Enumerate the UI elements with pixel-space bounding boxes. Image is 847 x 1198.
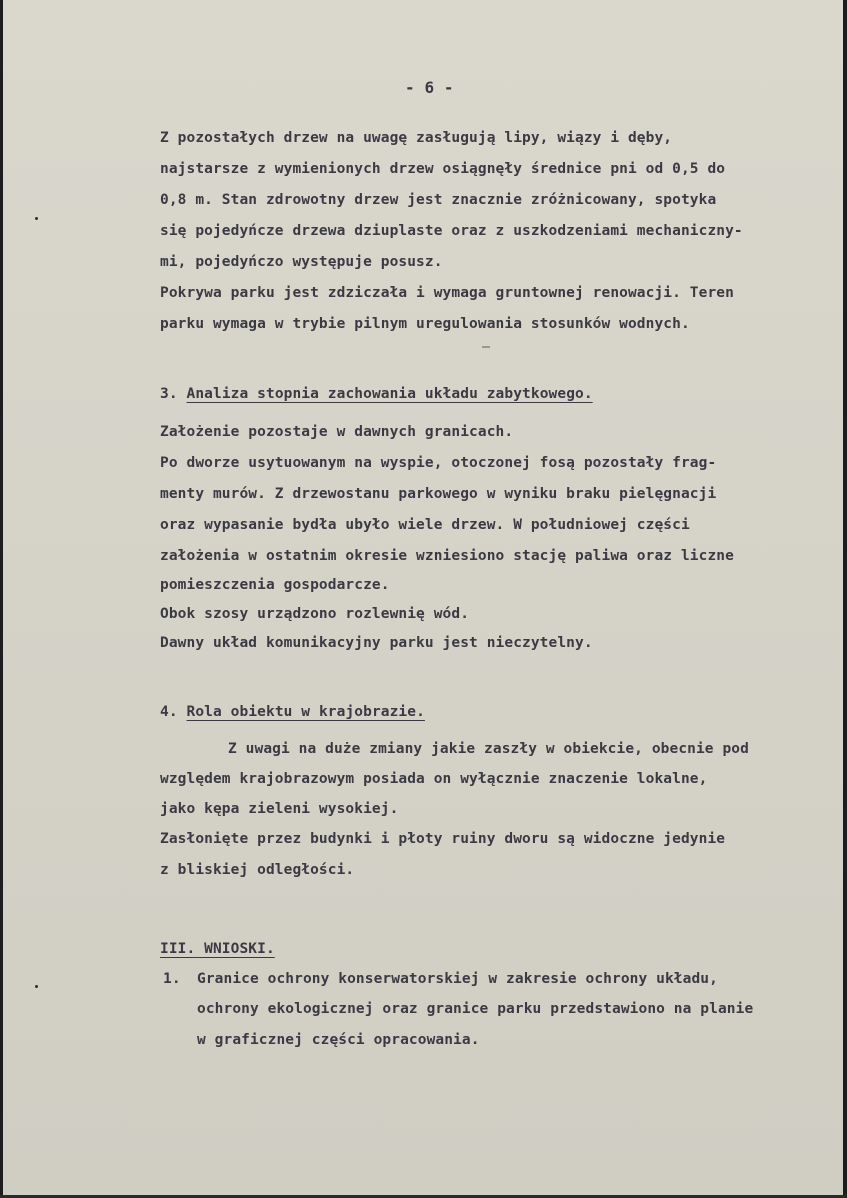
ink-blot — [482, 346, 490, 348]
text-line: pomieszczenia gospodarcze. — [160, 577, 390, 593]
text-line: z bliskiej odległości. — [160, 862, 355, 878]
text-line: Założenie pozostaje w dawnych granicach. — [160, 424, 514, 440]
text-line: Obok szosy urządzono rozlewnię wód. — [160, 606, 470, 622]
text-line: się pojedyńcze drzewa dziuplaste oraz z uszkodzeniami mechaniczny- — [160, 223, 743, 239]
page-number: - 6 - — [405, 78, 454, 97]
section-4-number: 4. — [160, 704, 178, 720]
text-line: oraz wypasanie bydła ubyło wiele drzew. W południowej części — [160, 517, 690, 533]
text-line: Dawny układ komunikacyjny parku jest nieczytelny. — [160, 635, 593, 651]
list-item-number: 1. — [163, 971, 181, 987]
text-line: 0,8 m. Stan zdrowotny drzew jest znacznie zróżnicowany, spotyka — [160, 192, 717, 208]
section-3-number: 3. — [160, 386, 178, 402]
scan-edge-right — [843, 0, 847, 1198]
text-line: założenia w ostatnim okresie wzniesiono stację paliwa oraz liczne — [160, 548, 734, 564]
section-4-heading — [160, 703, 425, 721]
text-line: Z uwagi na duże zmiany jakie zaszły w obiekcie, obecnie pod — [228, 741, 749, 757]
section-4-title: Rola obiektu w krajobrazie. — [186, 704, 425, 720]
section-3-title: Analiza stopnia zachowania układu zabytkowego. — [186, 386, 593, 402]
text-line: mi, pojedyńczo występuje posusz. — [160, 254, 443, 270]
text-line: względem krajobrazowym posiada on wyłącznie znaczenie lokalne, — [160, 771, 708, 787]
text-line: parku wymaga w trybie pilnym uregulowania stosunków wodnych. — [160, 316, 690, 332]
text-line: najstarsze z wymienionych drzew osiągnęły średnice pni od 0,5 do — [160, 161, 726, 177]
section-iii-heading: III. WNIOSKI. — [160, 941, 275, 957]
text-line: ochrony ekologicznej oraz granice parku przedstawiono na planie — [197, 1001, 754, 1017]
text-line: menty murów. Z drzewostanu parkowego w wyniku braku pielęgnacji — [160, 486, 717, 502]
punch-hole-mark — [35, 217, 38, 220]
scan-edge-left — [0, 0, 3, 1198]
text-line: w graficznej części opracowania. — [197, 1032, 480, 1048]
text-line: Zasłonięte przez budynki i płoty ruiny dworu są widoczne jedynie — [160, 831, 726, 847]
text-line: Po dworze usytuowanym na wyspie, otoczonej fosą pozostały frag- — [160, 455, 717, 471]
text-line: Z pozostałych drzew na uwagę zasługują lipy, wiązy i dęby, — [160, 130, 673, 146]
text-line: Granice ochrony konserwatorskiej w zakresie ochrony układu, — [197, 971, 718, 987]
punch-hole-mark — [35, 985, 38, 988]
section-3-heading — [160, 385, 593, 403]
text-line: Pokrywa parku jest zdziczała i wymaga gruntownej renowacji. Teren — [160, 285, 734, 301]
text-line: jako kępa zieleni wysokiej. — [160, 801, 399, 817]
